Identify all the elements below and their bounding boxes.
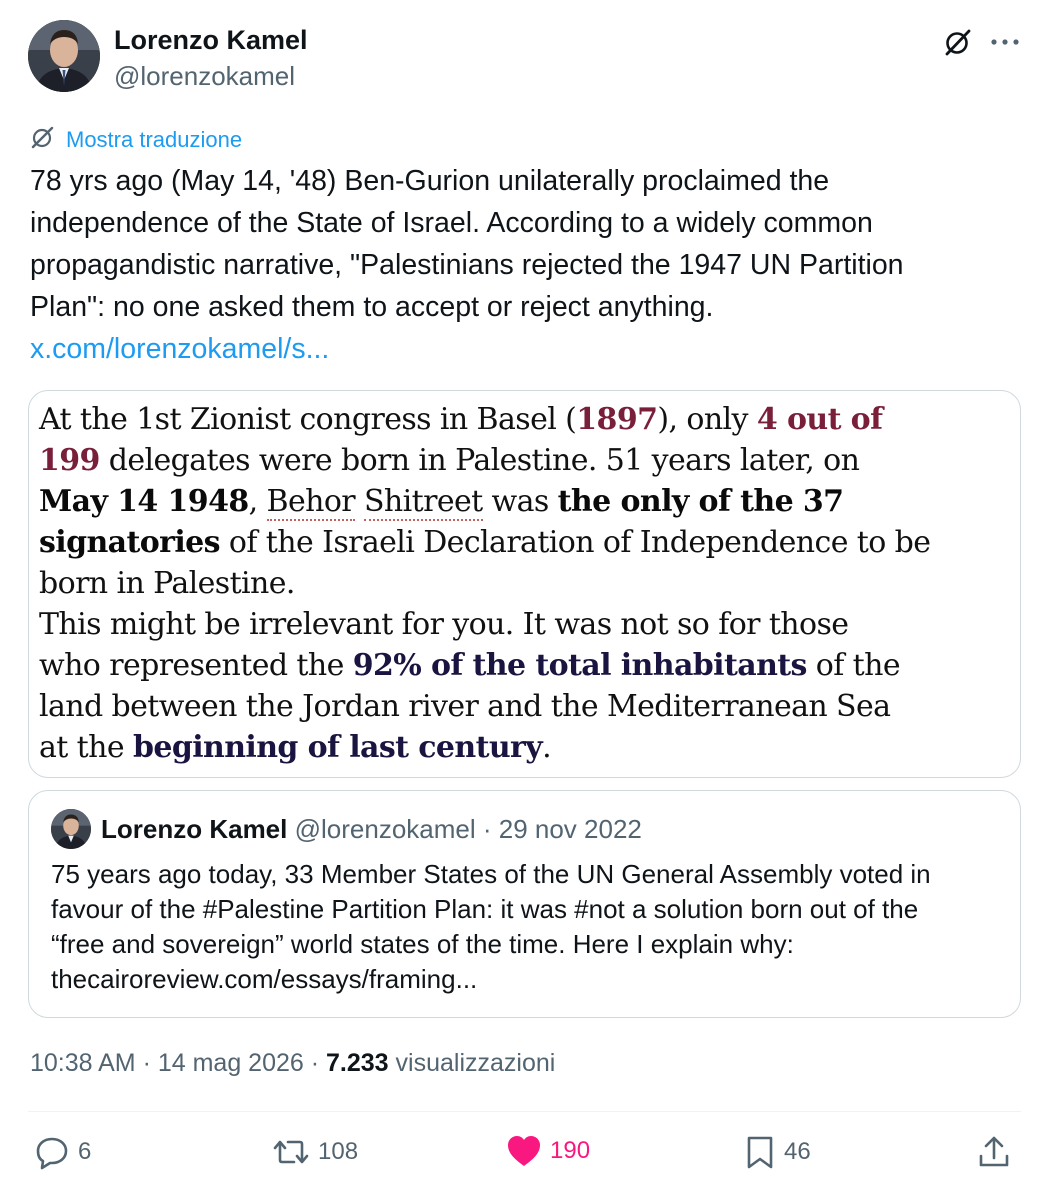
bookmark-count: 46 xyxy=(784,1138,811,1165)
tweet-text xyxy=(30,160,1010,370)
reply-count: 6 xyxy=(78,1138,92,1165)
more-icon[interactable] xyxy=(983,22,1027,62)
views-count: 7.233 xyxy=(326,1049,389,1077)
translate-link[interactable] xyxy=(30,124,242,155)
repost-button[interactable] xyxy=(272,1134,358,1170)
avatar[interactable] xyxy=(28,20,100,92)
tweet-line: Plan": no one asked them to accept or reject anything. xyxy=(30,291,714,323)
media-text: At the 1st Zionist congress in Basel (1897), only 4 out of 199 delegates were born in Palestine. 51 years later, on May 14 1948, Behor Shitreet was the only of the 37 signatories of the Israeli Declaration of Independence to be born in Palestine. This might be irrelevant for you. It was not so for those who represented the 92% of the total inhabitants of the land between the Jordan river and the Mediterranean Sea at the beginning of last century. xyxy=(39,402,931,765)
quote-line: “free and sovereign” world states of the time. Here I explain why: xyxy=(51,929,794,959)
share-icon xyxy=(976,1134,1012,1170)
translate-icon xyxy=(30,124,56,155)
quote-line: 75 years ago today, 33 Member States of the UN General Assembly voted in xyxy=(51,859,931,889)
like-count: 190 xyxy=(550,1137,591,1164)
quote-text xyxy=(51,857,1011,997)
tweet-link[interactable]: x.com/lorenzokamel/s... xyxy=(30,333,330,365)
like-button[interactable] xyxy=(506,1134,590,1168)
tweet-line: 78 yrs ago (May 14, '48) Ben-Gurion unilaterally proclaimed the xyxy=(30,165,830,197)
tweet-timestamp xyxy=(30,1049,555,1078)
bottom-strip xyxy=(0,1192,1037,1200)
bookmark-icon xyxy=(744,1134,776,1170)
views-label: visualizzazioni xyxy=(388,1049,556,1077)
tweet-line: propagandistic narrative, "Palestinians rejected the 1947 UN Partition xyxy=(30,249,904,281)
heart-icon xyxy=(506,1134,542,1168)
quoted-tweet[interactable] xyxy=(28,790,1021,1018)
tweet-line: independence of the State of Israel. According to a widely common xyxy=(30,207,873,239)
quote-author-name[interactable]: Lorenzo Kamel xyxy=(101,814,288,844)
reply-button[interactable] xyxy=(34,1134,91,1170)
author-name[interactable]: Lorenzo Kamel xyxy=(114,25,308,55)
quote-line: thecairoreview.com/essays/framing... xyxy=(51,964,478,994)
repost-count: 108 xyxy=(318,1138,359,1165)
translate-label[interactable]: Mostra traduzione xyxy=(66,126,243,152)
quote-header xyxy=(101,814,642,845)
quote-meta: @lorenzokamel · 29 nov 2022 xyxy=(294,814,642,844)
grok-icon[interactable] xyxy=(936,22,980,62)
divider xyxy=(28,1111,1021,1112)
quote-line: favour of the #Palestine Partition Plan: it was #not a solution born out of the xyxy=(51,894,919,924)
share-button[interactable] xyxy=(976,1134,1012,1170)
repost-icon xyxy=(272,1134,310,1170)
quote-avatar[interactable] xyxy=(51,809,91,849)
bookmark-button[interactable] xyxy=(744,1134,811,1170)
reply-icon xyxy=(34,1134,70,1170)
timestamp-time[interactable]: 10:38 AM · 14 mag 2026 · xyxy=(30,1049,327,1077)
media-image[interactable] xyxy=(28,390,1021,778)
author-handle[interactable]: @lorenzokamel xyxy=(114,61,296,91)
